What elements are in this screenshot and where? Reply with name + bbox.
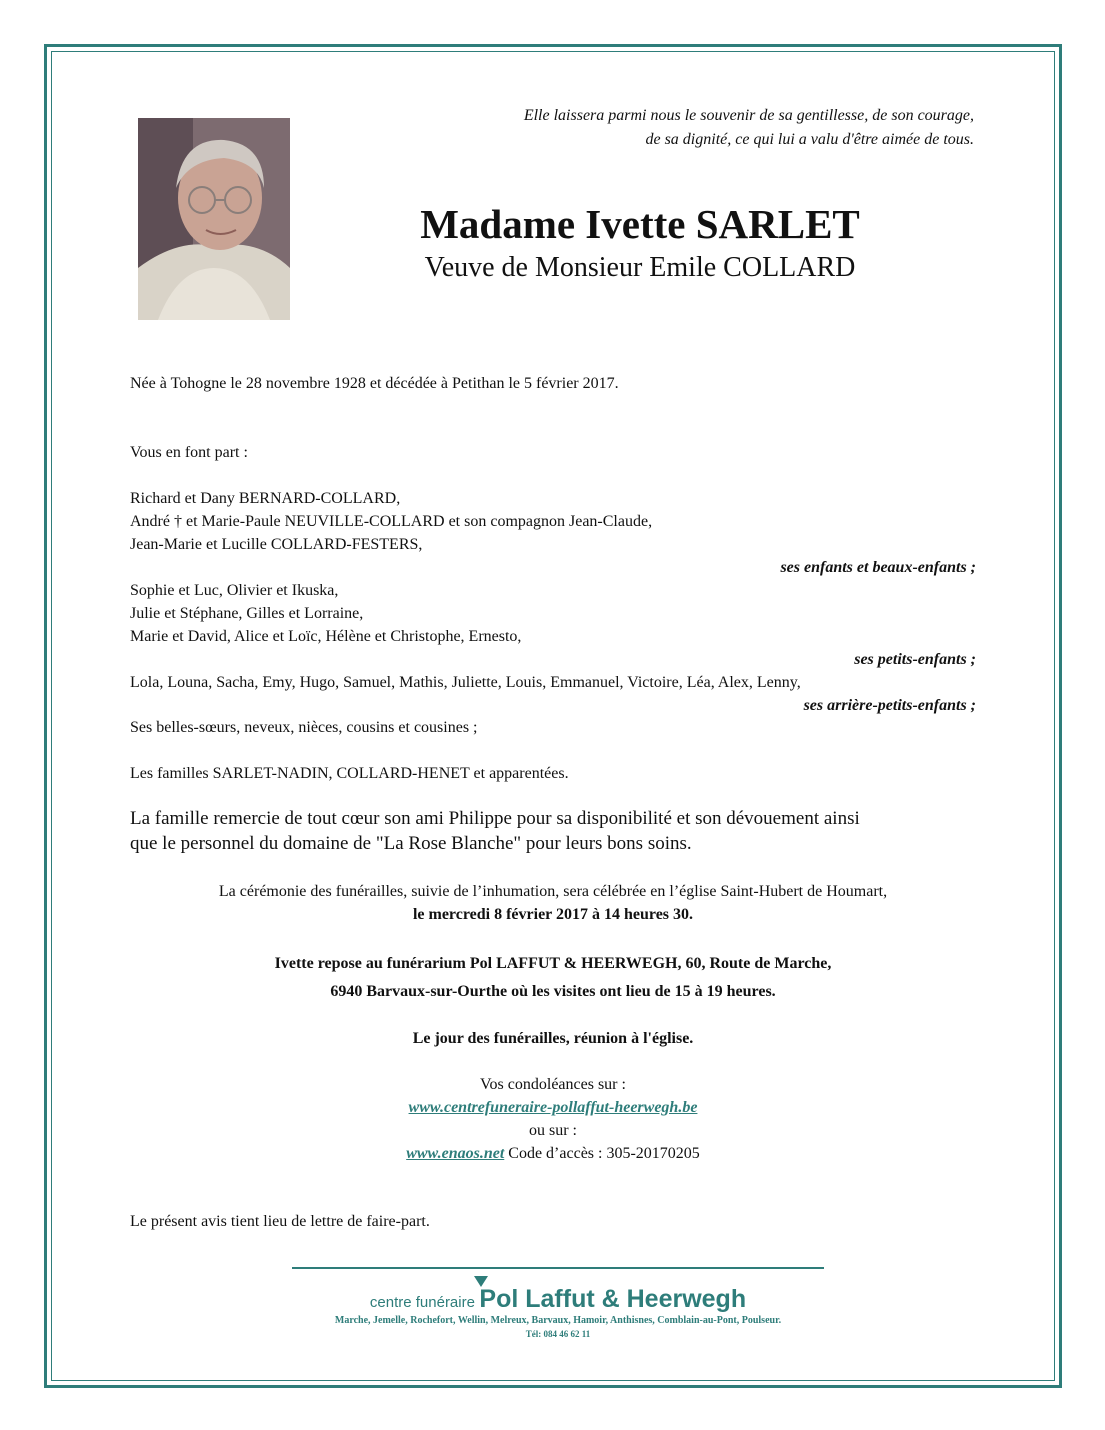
children-section — [130, 487, 976, 579]
repose-section — [130, 950, 976, 1006]
family-line: Julie et Stéphane, Gilles et Lorraine, — [130, 605, 364, 622]
announcement: Vous en font part : — [130, 444, 248, 461]
funeral-home-link[interactable]: www.centrefuneraire-pollaffut-heerwegh.be — [408, 1099, 698, 1116]
repose-line: 6940 Barvaux-sur-Ourthe où les visites ont lieu de 15 à 19 heures. — [330, 983, 776, 1000]
portrait-image — [138, 118, 290, 320]
footer-divider — [292, 1267, 824, 1269]
widow-of: Veuve de Monsieur Emile COLLARD — [424, 252, 856, 283]
grandchildren-section — [130, 579, 976, 648]
memorial-quote — [354, 104, 974, 152]
portrait-photo — [138, 118, 290, 320]
notice: Le présent avis tient lieu de lettre de faire-part. — [130, 1213, 430, 1230]
family-line: André † et Marie-Paule NEUVILLE-COLLARD et son compagnon Jean-Claude, — [130, 513, 653, 530]
great-grandchildren-section — [130, 671, 976, 717]
ceremony-date: le mercredi 8 février 2017 à 14 heures 30. — [412, 906, 694, 923]
meeting-info: Le jour des funérailles, réunion à l'église. — [412, 1030, 694, 1047]
family-line: Richard et Dany BERNARD-COLLARD, — [130, 490, 401, 507]
birth-death: Née à Tohogne le 28 novembre 1928 et décédée à Petithan le 5 février 2017. — [130, 375, 619, 392]
funeral-home-logo — [292, 1285, 824, 1314]
condolences-or: ou sur : — [529, 1122, 577, 1139]
grandchildren-role-label: ses petits-enfants ; — [854, 651, 976, 668]
footer-towns: Marche, Jemelle, Rochefort, Wellin, Melreux, Barvaux, Hamoir, Anthisnes, Comblain-au-Pont, Poulseur. — [334, 1315, 782, 1326]
quote-line: de sa dignité, ce qui lui a valu d'être aimée de tous. — [645, 131, 974, 148]
family-line: Lola, Louna, Sacha, Emy, Hugo, Samuel, Mathis, Juliette, Louis, Emmanuel, Victoire, Léa, Alex, Lenny, — [130, 674, 801, 691]
children-role: ses enfants et beaux-enfants ; — [780, 559, 976, 576]
quote-line: Elle laissera parmi nous le souvenir de sa gentillesse, de son courage, — [523, 107, 974, 124]
thanks-line: que le personnel du domaine de "La Rose Blanche" pour leurs bons soins. — [130, 833, 692, 854]
thanks-line: La famille remercie de tout cœur son ami Philippe pour sa disponibilité et son dévouement ainsi — [130, 808, 860, 829]
condolences-section — [130, 1073, 976, 1165]
family-line: Sophie et Luc, Olivier et Ikuska, — [130, 582, 339, 599]
grandchildren-role — [130, 648, 976, 671]
ceremony-line: La cérémonie des funérailles, suivie de l’inhumation, sera célébrée en l’église Saint-Hubert de Houmart, — [218, 883, 888, 900]
thanks-section — [130, 806, 976, 856]
deceased-name: Madame Ivette SARLET — [420, 201, 860, 247]
logo-brand: Pol Laffut & Heerwegh — [479, 1285, 747, 1313]
access-code: Code d’accès : 305-20170205 — [508, 1145, 700, 1162]
enaos-link[interactable]: www.enaos.net — [406, 1145, 505, 1162]
family-line: Jean-Marie et Lucille COLLARD-FESTERS, — [130, 536, 423, 553]
logo-prefix: centre funéraire — [369, 1294, 475, 1311]
repose-line: Ivette repose au funérarium Pol LAFFUT & HEERWEGH, 60, Route de Marche, — [274, 955, 832, 972]
great-grandchildren-role: ses arrière-petits-enfants ; — [803, 697, 976, 714]
relatives: Ses belles-sœurs, neveux, nièces, cousins et cousines ; — [130, 719, 478, 736]
ceremony-section — [130, 880, 976, 926]
family-line: Marie et David, Alice et Loïc, Hélène et Christophe, Ernesto, — [130, 628, 522, 645]
footer-phone: Tél: 084 46 62 11 — [525, 1329, 591, 1339]
families: Les familles SARLET-NADIN, COLLARD-HENET et apparentées. — [130, 765, 569, 782]
condolences-intro: Vos condoléances sur : — [480, 1076, 626, 1093]
